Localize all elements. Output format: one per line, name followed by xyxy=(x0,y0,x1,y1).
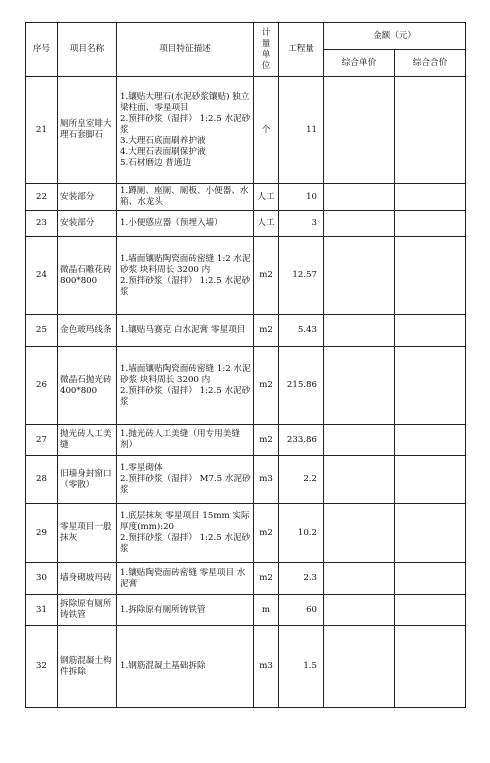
row-total-price[interactable] xyxy=(395,315,466,347)
description-line: 5.石材磨边 普通边 xyxy=(120,157,192,168)
row-unit-price[interactable] xyxy=(324,237,395,315)
row-unit: m2 xyxy=(254,237,279,315)
row-unit-price[interactable] xyxy=(324,425,395,456)
description-line: 1.拆除原有厕所铸铁管 xyxy=(120,604,206,615)
row-quantity: 12.57 xyxy=(279,237,324,315)
row-unit-price[interactable] xyxy=(324,184,395,211)
row-quantity: 215.86 xyxy=(279,347,324,425)
row-item-name: 旧墙身封窗口（零散） xyxy=(58,456,117,504)
table-row xyxy=(26,425,466,456)
header-total-price: 综合合价 xyxy=(395,50,466,77)
row-description xyxy=(117,315,254,347)
row-total-price[interactable] xyxy=(395,563,466,595)
row-unit: m2 xyxy=(254,563,279,595)
row-unit: m2 xyxy=(254,425,279,456)
row-quantity: 5.43 xyxy=(279,315,324,347)
description-line: 1.钢筋混凝土基础拆除 xyxy=(120,661,206,671)
row-description xyxy=(117,626,254,708)
row-total-price[interactable] xyxy=(395,211,466,237)
row-item-name: 厕所皇室啡大理石套脚石 xyxy=(58,77,117,184)
row-description xyxy=(117,504,254,563)
row-seq: 23 xyxy=(26,211,58,237)
row-total-price[interactable] xyxy=(395,456,466,504)
row-unit: m xyxy=(254,595,279,626)
row-description xyxy=(117,595,254,626)
row-description xyxy=(117,211,254,237)
description-line: 1.镶贴马赛克 白水泥膏 零星项目 xyxy=(120,325,246,335)
description-line: 1.墙面镶贴陶瓷面砖密缝 1:2 水泥砂浆 块料周长 3200 内 xyxy=(120,253,251,275)
row-seq: 27 xyxy=(26,425,58,456)
row-item-name: 钢筋混凝土构件拆除 xyxy=(58,626,117,708)
row-unit-price[interactable] xyxy=(324,504,395,563)
row-description xyxy=(117,425,254,456)
row-unit-price[interactable] xyxy=(324,595,395,626)
row-unit-price[interactable] xyxy=(324,456,395,504)
row-total-price[interactable] xyxy=(395,425,466,456)
description-line: 1.小便感应器（预埋入墙） xyxy=(120,218,223,228)
row-seq: 21 xyxy=(26,77,58,184)
row-total-price[interactable] xyxy=(395,595,466,626)
description-line: 4.大理石表面刷保护液 xyxy=(120,146,206,157)
header-amount: 金额（元） xyxy=(324,23,466,50)
row-quantity: 10.2 xyxy=(279,504,324,563)
table-row xyxy=(26,563,466,595)
table-row xyxy=(26,626,466,708)
row-quantity: 3 xyxy=(279,211,324,237)
row-quantity: 1.5 xyxy=(279,626,324,708)
row-seq: 31 xyxy=(26,595,58,626)
description-line: 1.零星砌体 xyxy=(120,463,163,473)
header-unit-char: 位 xyxy=(261,60,271,71)
header-quantity: 工程量 xyxy=(279,23,324,77)
row-unit-price[interactable] xyxy=(324,211,395,237)
row-unit-price[interactable] xyxy=(324,563,395,595)
row-description xyxy=(117,347,254,425)
header-row-1 xyxy=(26,23,466,50)
row-seq: 24 xyxy=(26,237,58,315)
row-unit: m2 xyxy=(254,315,279,347)
row-quantity: 2.3 xyxy=(279,563,324,595)
header-unit-price: 综合单价 xyxy=(324,50,395,77)
row-total-price[interactable] xyxy=(395,626,466,708)
row-item-name: 微晶石抛光砖 400*800 xyxy=(58,347,117,425)
row-description xyxy=(117,563,254,595)
description-line: 2.预拌砂浆（湿拌） 1:2.5 水泥砂浆 xyxy=(120,533,251,554)
row-unit: m2 xyxy=(254,347,279,425)
description-line: 1.底层抹灰 零星项目 15mm 实际厚度(mm):20 xyxy=(120,511,250,532)
row-description xyxy=(117,237,254,315)
row-seq: 22 xyxy=(26,184,58,211)
description-line: 2.预拌砂浆（湿拌） 1:2.5 水泥砂浆 xyxy=(120,385,251,407)
table-row xyxy=(26,184,466,211)
row-unit: 人工 xyxy=(254,184,279,211)
row-unit: m3 xyxy=(254,626,279,708)
row-unit: 人工 xyxy=(254,211,279,237)
table-row xyxy=(26,237,466,315)
header-unit-char: 计 xyxy=(261,27,271,38)
row-description xyxy=(117,456,254,504)
row-total-price[interactable] xyxy=(395,77,466,184)
row-quantity: 10 xyxy=(279,184,324,211)
description-line: 2.预拌砂浆（湿拌） 1:2.5 水泥砂浆 xyxy=(120,113,251,135)
table-row xyxy=(26,211,466,237)
description-line: 1.墙面镶贴陶瓷面砖密缝 1:2 水泥砂浆 块料周长 3200 内 xyxy=(120,363,251,385)
header-seq: 序号 xyxy=(26,23,58,77)
bill-of-quantities-table xyxy=(25,22,466,708)
header-feature-description: 项目特征描述 xyxy=(117,23,254,77)
table-row xyxy=(26,456,466,504)
row-total-price[interactable] xyxy=(395,237,466,315)
row-unit: m3 xyxy=(254,456,279,504)
row-unit-price[interactable] xyxy=(324,347,395,425)
row-seq: 28 xyxy=(26,456,58,504)
row-description xyxy=(117,184,254,211)
row-unit-price[interactable] xyxy=(324,77,395,184)
row-seq: 30 xyxy=(26,563,58,595)
quantity-list-document xyxy=(25,22,465,708)
row-total-price[interactable] xyxy=(395,184,466,211)
row-quantity: 11 xyxy=(279,77,324,184)
row-item-name: 安装部分 xyxy=(58,184,117,211)
table-row xyxy=(26,504,466,563)
row-unit-price[interactable] xyxy=(324,626,395,708)
row-item-name: 安装部分 xyxy=(58,211,117,237)
row-item-name: 墙身砌坡玛砖 xyxy=(58,563,117,595)
row-seq: 25 xyxy=(26,315,58,347)
table-row xyxy=(26,347,466,425)
header-item-name: 项目名称 xyxy=(58,23,117,77)
row-description xyxy=(117,77,254,184)
description-line: 1.抛光砖人工美缝（用专用美缝剂） xyxy=(120,429,240,450)
description-line: 2.预拌砂浆（湿拌） M7.5 水泥砂浆 xyxy=(120,474,251,495)
row-item-name: 金色玻玛线条 xyxy=(58,315,117,347)
description-line: 3.大理石底面刷养护液 xyxy=(120,135,206,146)
row-unit-price[interactable] xyxy=(324,315,395,347)
table-row xyxy=(26,595,466,626)
row-item-name: 零星项目一般抹灰 xyxy=(58,504,117,563)
row-unit: 个 xyxy=(254,77,279,184)
description-line: 1.蹲厕、座厕、厕板、小便器、水箱、水龙头 xyxy=(120,186,249,207)
row-seq: 26 xyxy=(26,347,58,425)
row-total-price[interactable] xyxy=(395,347,466,425)
header-unit-char: 单 xyxy=(261,49,271,60)
description-line: 2.预拌砂浆（湿拌） 1:2.5 水泥砂浆 xyxy=(120,275,251,297)
row-item-name: 拆除原有厕所铸铁管 xyxy=(58,595,117,626)
header-unit-char: 量 xyxy=(261,38,271,49)
table-row xyxy=(26,77,466,184)
row-unit: m2 xyxy=(254,504,279,563)
description-line: 1.镶贴陶瓷面砖密缝 零星项目 水泥膏 xyxy=(120,567,246,589)
row-quantity: 2.2 xyxy=(279,456,324,504)
row-item-name: 微晶石雕花砖 800*800 xyxy=(58,237,117,315)
row-item-name: 抛光砖人工美缝 xyxy=(58,425,117,456)
table-row xyxy=(26,315,466,347)
row-total-price[interactable] xyxy=(395,504,466,563)
row-quantity: 233.86 xyxy=(279,425,324,456)
description-line: 1.镶贴大理石(水泥砂浆镶贴) 独立梁柱面、零星项目 xyxy=(120,91,250,113)
row-seq: 32 xyxy=(26,626,58,708)
row-quantity: 60 xyxy=(279,595,324,626)
header-unit xyxy=(254,23,279,77)
row-seq: 29 xyxy=(26,504,58,563)
